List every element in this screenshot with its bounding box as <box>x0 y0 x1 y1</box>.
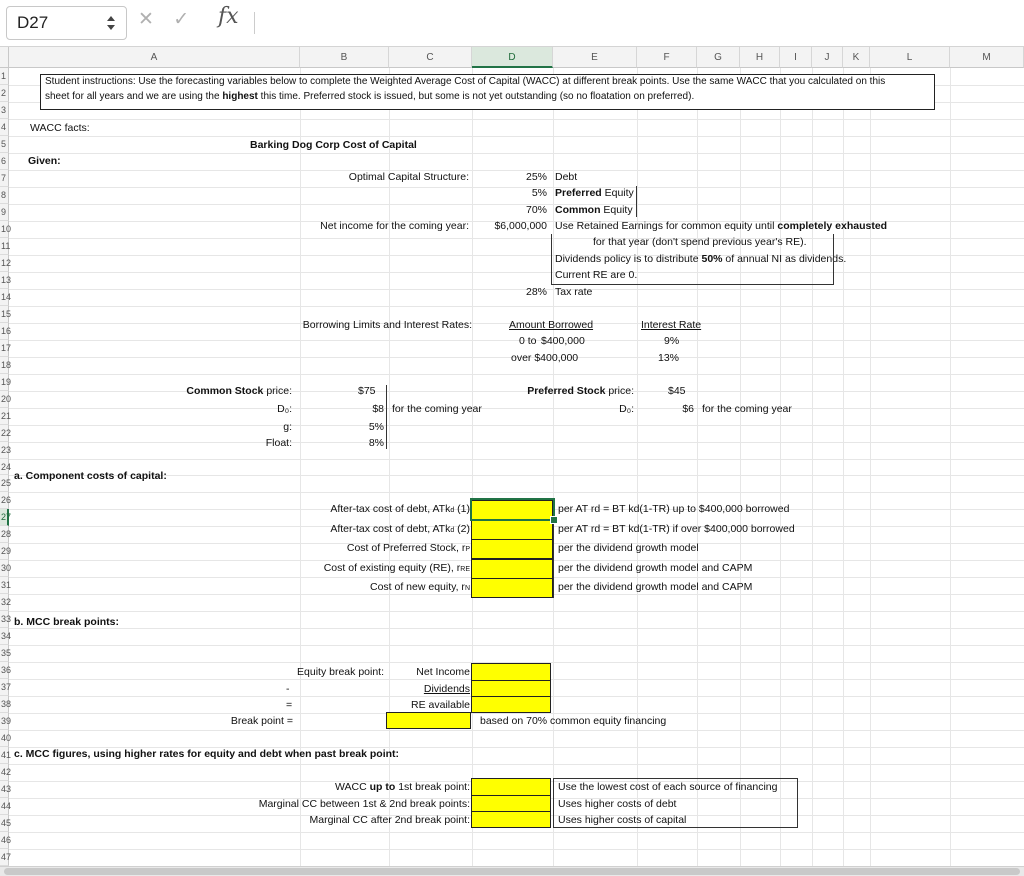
component-label: Cost of new equity, rN <box>370 581 470 593</box>
instructions-line-1: Student instructions: Use the forecasting variables below to complete the Weighted Average Cost of Capital (WACC) at different break points. Use the same WACC that you calculated on this <box>45 76 886 87</box>
growth-label: g: <box>283 421 292 433</box>
row-number: 1 <box>1 71 7 81</box>
mcc-after-second-note: Uses higher costs of capital <box>558 814 687 826</box>
component-cost-input[interactable] <box>471 520 553 540</box>
row-number: 8 <box>1 189 7 200</box>
borrowing-row-1-to: $400,000 <box>541 335 585 347</box>
row-number: 24 <box>1 461 12 472</box>
column-header-l[interactable]: L <box>870 47 950 68</box>
mcc-second-break-note: Uses higher costs of debt <box>558 798 677 810</box>
row-number: 20 <box>1 393 12 404</box>
row-header-8[interactable] <box>0 187 9 204</box>
gridline-horizontal <box>9 611 1024 612</box>
preferred-stock-price: $45 <box>668 385 686 397</box>
sheet-title: Barking Dog Corp Cost of Capital <box>250 139 417 151</box>
net-income-input[interactable] <box>471 663 551 681</box>
debt-label: Debt <box>555 171 578 183</box>
gridline-horizontal <box>9 628 1024 629</box>
row-header-43[interactable] <box>0 781 12 798</box>
row-header-1[interactable] <box>0 68 9 85</box>
row-number: 47 <box>1 852 12 863</box>
given-label: Given: <box>28 155 61 167</box>
preferred-d0: $6 <box>682 403 694 415</box>
dividend-policy-note: Dividends policy is to distribute 50% of annual NI as dividends. <box>555 253 847 265</box>
row-header-12[interactable] <box>0 255 12 272</box>
gridline-horizontal <box>9 238 1024 239</box>
mcc-second-break-label: Marginal CC between 1st & 2nd break points: <box>258 798 470 810</box>
column-header-e[interactable]: E <box>553 47 637 68</box>
row-header-29[interactable] <box>0 543 12 560</box>
row-header-47[interactable] <box>0 849 12 866</box>
gridline-horizontal <box>9 645 1024 646</box>
row-number: 16 <box>1 325 12 336</box>
row-number: 23 <box>1 444 12 455</box>
component-label: Cost of existing equity (RE), rRE <box>323 562 470 574</box>
gridline-horizontal <box>9 136 1024 137</box>
common-weight: 70% <box>525 204 547 216</box>
common-d0: $8 <box>372 403 384 415</box>
row-header-24[interactable] <box>0 459 12 476</box>
preferred-stock-price-label: Preferred Stock price: <box>527 385 634 397</box>
break-point-input[interactable] <box>386 712 471 729</box>
wacc-first-break-input[interactable] <box>471 778 551 796</box>
column-header-k[interactable]: K <box>843 47 870 68</box>
row-number: 35 <box>1 648 12 659</box>
gridline-horizontal <box>9 255 1024 256</box>
row-header-31[interactable] <box>0 577 12 594</box>
borrowing-row-1-from: 0 to <box>519 335 537 347</box>
row-header-3[interactable] <box>0 102 9 119</box>
net-income-row-label: Net Income <box>416 666 470 678</box>
common-d0-note: for the coming year <box>392 403 482 415</box>
row-header-21[interactable] <box>0 408 12 425</box>
common-stock-price-label: Common Stock price: <box>186 385 292 397</box>
float-value: 8% <box>368 437 384 449</box>
component-cost-input[interactable] <box>471 559 553 579</box>
row-header-40[interactable] <box>0 730 12 747</box>
row-number: 13 <box>1 274 12 285</box>
row-header-27[interactable] <box>0 509 12 526</box>
section-a-title: a. Component costs of capital: <box>14 470 167 482</box>
column-header-m[interactable]: M <box>950 47 1024 68</box>
row-header-18[interactable] <box>0 357 12 374</box>
capital-structure-label: Optimal Capital Structure: <box>348 171 469 183</box>
row-number: 5 <box>1 138 7 149</box>
row-number: 26 <box>1 495 12 506</box>
row-header-4[interactable] <box>0 119 9 136</box>
row-number: 14 <box>1 291 12 302</box>
equals-sign: = <box>286 699 293 711</box>
row-number: 28 <box>1 529 12 540</box>
preferred-weight: 5% <box>531 187 547 199</box>
enter-icon[interactable]: ✓ <box>173 9 190 30</box>
gridline-horizontal <box>9 306 1024 307</box>
row-number: 2 <box>1 87 7 98</box>
row-header-19[interactable] <box>0 374 12 391</box>
component-note: per the dividend growth model and CAPM <box>558 562 753 574</box>
formula-bar-divider <box>254 12 255 34</box>
row-number: 34 <box>1 631 12 642</box>
gridline-horizontal <box>9 153 1024 154</box>
row-number: 7 <box>1 172 7 183</box>
row-header-28[interactable] <box>0 526 12 543</box>
structure-border <box>551 186 637 217</box>
gridline-horizontal <box>9 832 1024 833</box>
row-number: 36 <box>1 665 12 676</box>
borrowing-row-2: over $400,000 <box>511 352 579 364</box>
gridline-horizontal <box>9 764 1024 765</box>
row-number: 3 <box>1 104 7 115</box>
dividends-row-label: Dividends <box>423 683 470 695</box>
row-number: 31 <box>1 580 12 591</box>
row-header-5[interactable] <box>0 136 9 153</box>
row-number: 46 <box>1 835 12 846</box>
row-header-38[interactable] <box>0 696 12 713</box>
column-header-j[interactable]: J <box>812 47 843 68</box>
column-header-c[interactable]: C <box>389 47 472 68</box>
row-header-44[interactable] <box>0 798 12 815</box>
row-number: 44 <box>1 801 12 812</box>
instructions-line-2: sheet for all years and we are using the highest this time. Preferred stock is issued, but some is not yet outstanding (so no floatation on preferred). <box>45 91 695 102</box>
break-point-label: Break point = <box>230 715 293 727</box>
row-number: 41 <box>1 750 12 761</box>
component-note: per the dividend growth model <box>558 542 699 554</box>
borrowing-row-2-rate: 13% <box>658 352 680 364</box>
gridline-horizontal <box>9 272 1024 273</box>
common-d0-label: D₀: <box>277 403 292 415</box>
mcc-notes-border <box>553 778 798 828</box>
current-re-note: Current RE are 0. <box>555 269 638 281</box>
row-number: 45 <box>1 818 12 829</box>
insert-function-icon[interactable]: fx <box>218 4 239 29</box>
row-number: 21 <box>1 410 12 421</box>
gridline-horizontal <box>9 119 1024 120</box>
component-label: After-tax cost of debt, ATkd (2) <box>330 523 470 535</box>
preferred-d0-note: for the coming year <box>702 403 792 415</box>
name-box-value: D27 <box>17 13 49 32</box>
component-cost-input[interactable] <box>471 578 553 598</box>
row-number: 4 <box>1 121 7 132</box>
row-number: 39 <box>1 716 12 727</box>
fill-handle[interactable] <box>550 516 558 524</box>
net-income-label: Net income for the coming year: <box>320 220 469 232</box>
row-number: 25 <box>1 478 12 489</box>
column-header-g[interactable]: G <box>697 47 740 68</box>
retained-earnings-note-2: for that year (don't spend previous year's RE). <box>593 236 807 248</box>
row-header-42[interactable] <box>0 764 12 781</box>
row-number: 22 <box>1 427 12 438</box>
row-header-17[interactable] <box>0 340 12 357</box>
row-number: 29 <box>1 546 12 557</box>
wacc-facts-label: WACC facts: <box>30 122 90 134</box>
tax-rate-value: 28% <box>525 286 547 298</box>
preferred-label: Preferred Equity <box>555 187 634 199</box>
select-all-corner[interactable] <box>0 47 9 68</box>
formula-bar <box>0 0 1024 47</box>
row-number: 15 <box>1 308 12 319</box>
row-header-41[interactable] <box>0 747 12 764</box>
component-note: per AT rd = BT kd(1-TR) if over $400,000 borrowed <box>558 523 795 535</box>
component-note: per the dividend growth model and CAPM <box>558 581 753 593</box>
row-header-33[interactable] <box>0 611 12 628</box>
cancel-icon[interactable]: ✕ <box>138 9 154 30</box>
row-number: 17 <box>1 342 12 353</box>
row-header-36[interactable] <box>0 662 12 679</box>
row-header-26[interactable] <box>0 492 12 509</box>
row-header-10[interactable] <box>0 221 12 238</box>
row-header-11[interactable] <box>0 238 9 255</box>
row-number: 33 <box>1 614 12 625</box>
row-header-25[interactable] <box>0 475 12 492</box>
name-box-spinner-icon[interactable] <box>105 13 117 33</box>
common-label: Common Equity <box>555 204 633 216</box>
gridline-horizontal <box>9 849 1024 850</box>
row-header-13[interactable] <box>0 272 12 289</box>
row-header-32[interactable] <box>0 594 12 611</box>
gridline-horizontal <box>9 459 1024 460</box>
row-header-6[interactable] <box>0 153 9 170</box>
borrowing-row-1-rate: 9% <box>664 335 680 347</box>
row-number: 19 <box>1 376 12 387</box>
row-header-46[interactable] <box>0 832 12 849</box>
row-header-15[interactable] <box>0 306 12 323</box>
row-header-34[interactable] <box>0 628 12 645</box>
row-number: 42 <box>1 767 12 778</box>
row-header-22[interactable] <box>0 425 12 442</box>
common-stock-border <box>386 385 387 449</box>
gridline-horizontal <box>9 730 1024 731</box>
column-header-f[interactable]: F <box>637 47 697 68</box>
row-number: 27 <box>1 512 12 523</box>
gridline-horizontal <box>9 492 1024 493</box>
row-header-37[interactable] <box>0 679 12 696</box>
notes-border <box>551 234 834 285</box>
float-label: Float: <box>265 437 292 449</box>
gridline-horizontal <box>9 340 1024 341</box>
row-number: 40 <box>1 733 12 744</box>
minus-sign: - <box>286 683 290 695</box>
row-number: 11 <box>1 240 11 251</box>
row-header-16[interactable] <box>0 323 12 340</box>
row-number: 10 <box>1 223 12 234</box>
amount-borrowed-header: Amount Borrowed <box>509 319 594 331</box>
interest-rate-header: Interest Rate <box>641 319 702 331</box>
re-available-row-label: RE available <box>411 699 470 711</box>
row-header-35[interactable] <box>0 645 12 662</box>
re-available-input[interactable] <box>471 696 551 713</box>
tax-rate-label: Tax rate <box>555 286 593 298</box>
retained-earnings-note: Use Retained Earnings for common equity until completely exhausted <box>555 220 888 232</box>
growth-value: 5% <box>368 421 384 433</box>
column-header-a[interactable]: A <box>9 47 300 68</box>
component-cost-input[interactable] <box>471 539 553 559</box>
row-number: 18 <box>1 359 12 370</box>
row-header-39[interactable] <box>0 713 12 730</box>
column-header-i[interactable]: I <box>780 47 812 68</box>
row-number: 9 <box>1 206 7 217</box>
scrollbar-thumb[interactable] <box>4 868 1020 875</box>
section-b-title: b. MCC break points: <box>14 616 120 628</box>
row-header-14[interactable] <box>0 289 12 306</box>
break-point-note: based on 70% common equity financing <box>480 715 667 727</box>
equity-break-point-label: Equity break point: <box>297 666 384 678</box>
borrowing-label: Borrowing Limits and Interest Rates: <box>302 319 472 331</box>
row-header-23[interactable] <box>0 442 12 459</box>
mcc-second-break-input[interactable] <box>471 795 551 812</box>
selected-cell-d27[interactable] <box>470 498 555 521</box>
column-header-h[interactable]: H <box>740 47 780 68</box>
row-number: 37 <box>1 682 12 693</box>
name-box[interactable] <box>6 6 127 40</box>
row-number: 30 <box>1 563 12 574</box>
wacc-first-break-note: Use the lowest cost of each source of financing <box>558 781 778 793</box>
gridline-horizontal <box>9 374 1024 375</box>
row-number: 6 <box>1 155 7 166</box>
dividends-input[interactable] <box>471 680 551 697</box>
row-header-9[interactable] <box>0 204 9 221</box>
net-income-value: $6,000,000 <box>494 220 547 232</box>
component-note: per AT rd = BT kd(1-TR) up to $400,000 borrowed <box>558 503 790 515</box>
component-label: Cost of Preferred Stock, rP <box>346 542 470 554</box>
preferred-d0-label: D₀: <box>619 403 634 415</box>
row-header-30[interactable] <box>0 560 12 577</box>
column-header-b[interactable]: B <box>300 47 389 68</box>
debt-weight: 25% <box>525 171 547 183</box>
row-header-20[interactable] <box>0 391 12 408</box>
wacc-first-break-label: WACC up to 1st break point: <box>335 781 470 793</box>
row-number: 32 <box>1 597 12 608</box>
common-stock-price: $75 <box>358 385 376 397</box>
mcc-after-second-label: Marginal CC after 2nd break point: <box>309 814 470 826</box>
row-header-7[interactable] <box>0 170 9 187</box>
row-number: 12 <box>1 257 12 268</box>
row-header-2[interactable] <box>0 85 9 102</box>
column-header-d[interactable]: D <box>472 47 553 68</box>
row-number: 43 <box>1 784 12 795</box>
row-header-45[interactable] <box>0 815 12 832</box>
component-label: After-tax cost of debt, ATkd (1) <box>330 503 470 515</box>
row-number: 38 <box>1 699 12 710</box>
section-c-title: c. MCC figures, using higher rates for equity and debt when past break point: <box>14 748 400 760</box>
mcc-after-second-input[interactable] <box>471 811 551 828</box>
